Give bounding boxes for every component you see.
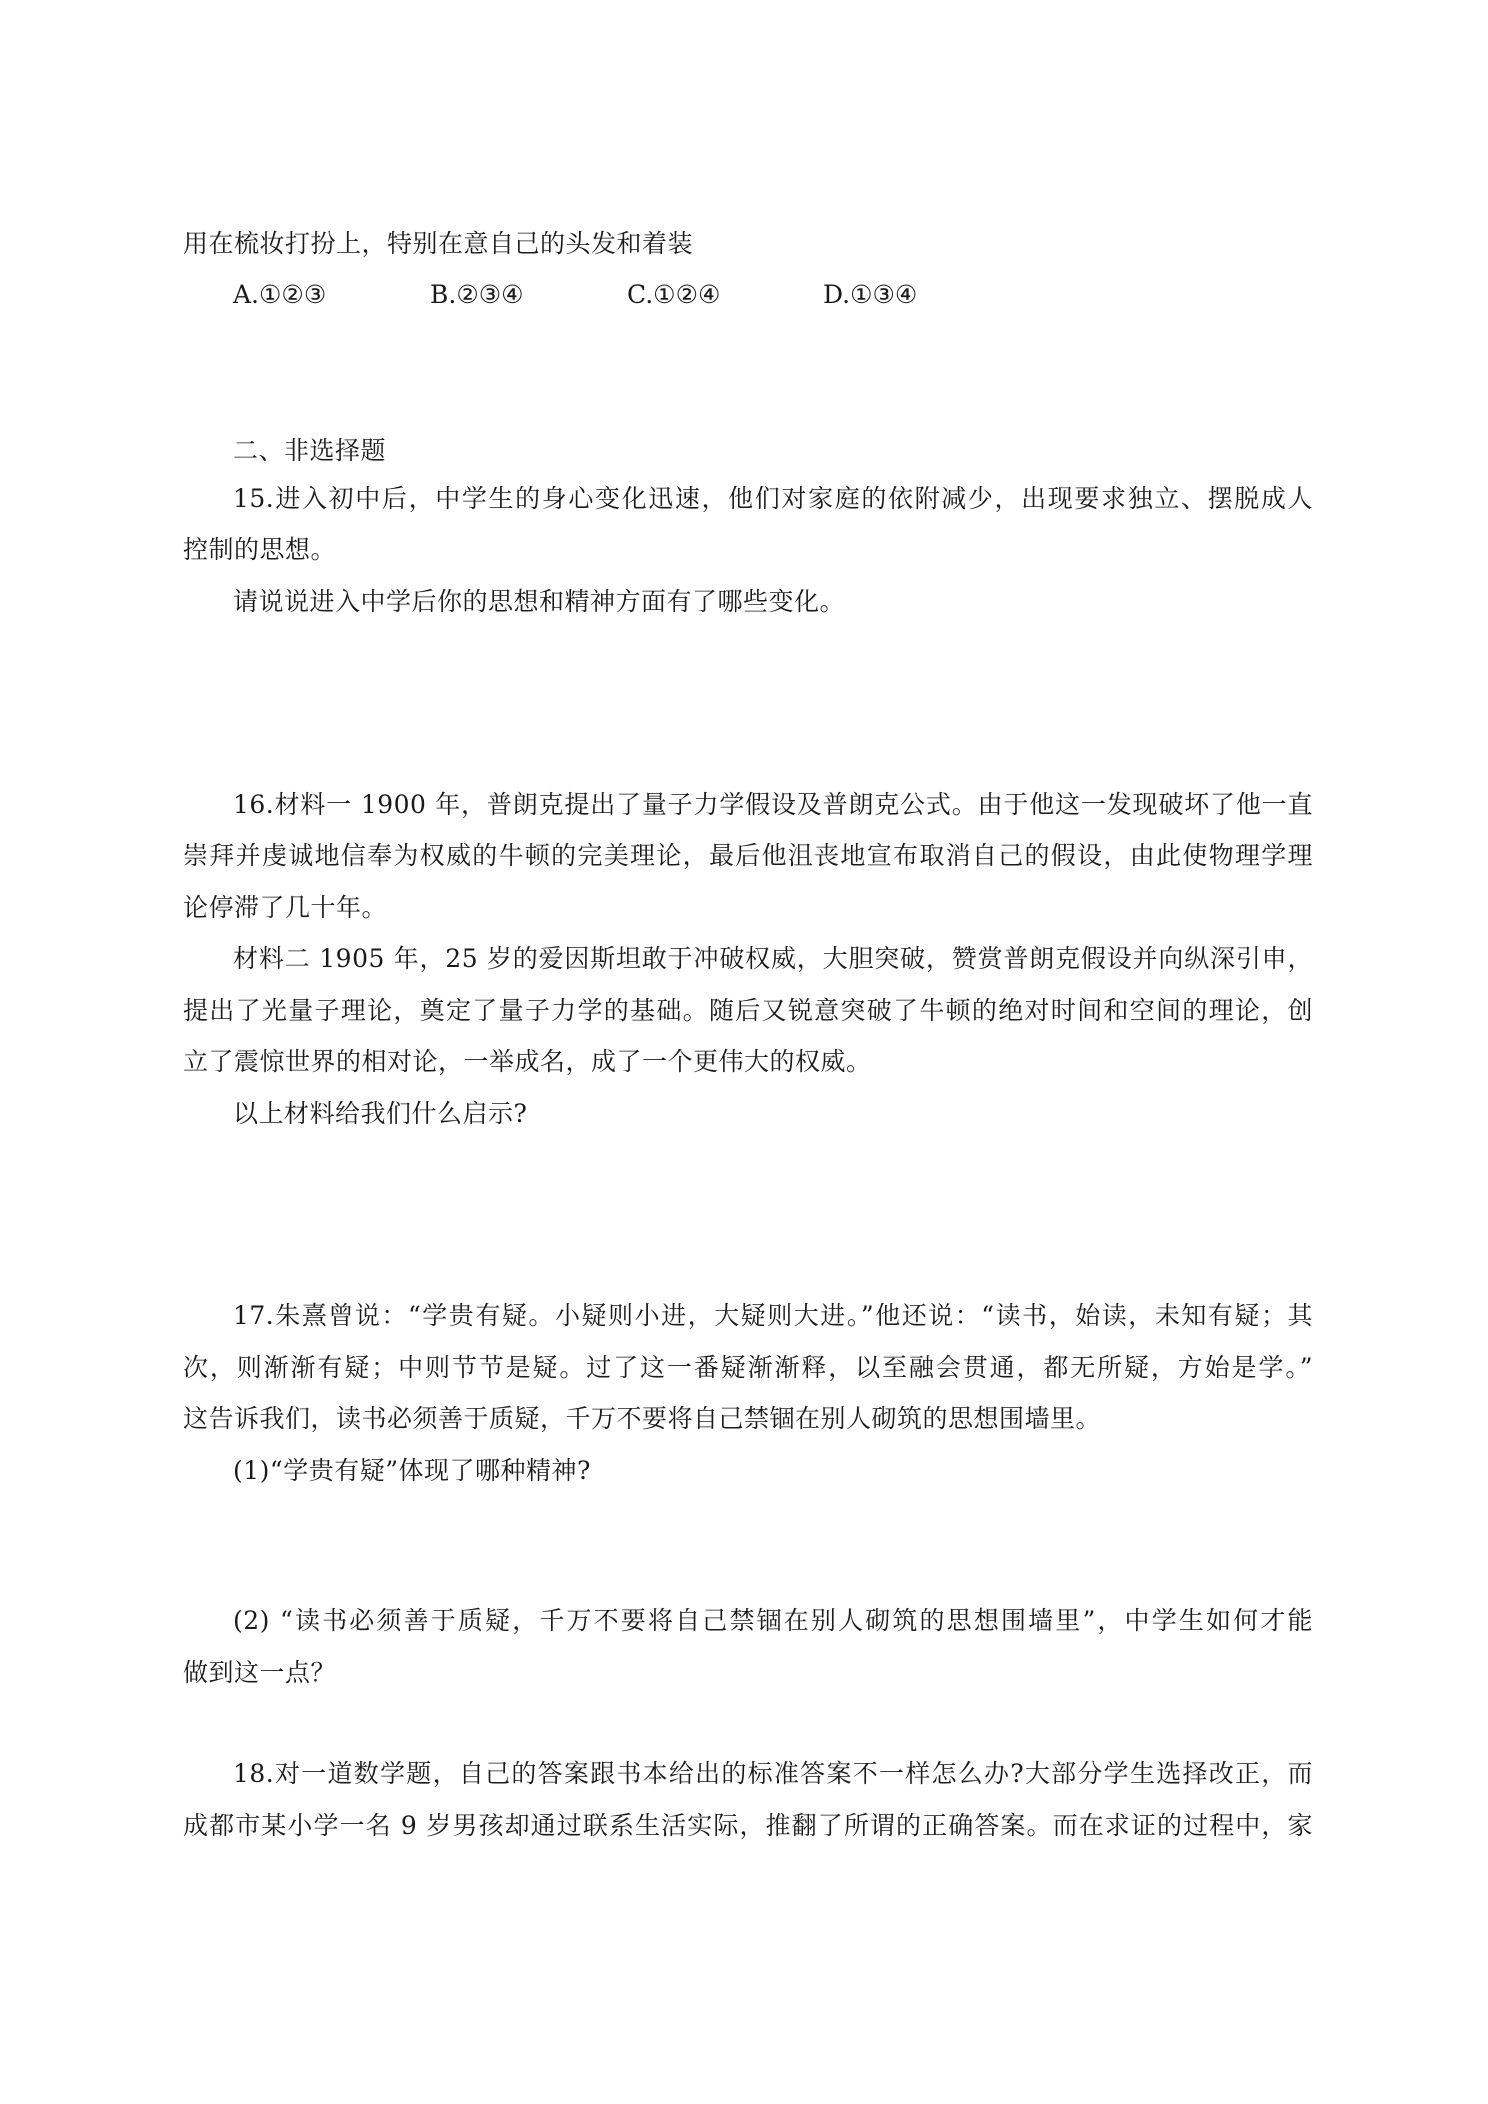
q16-material2-line-3: 立了震惊世界的相对论，一举成名，成了一个更伟大的权威。 <box>183 1047 872 1076</box>
q14-stem-tail: 用在梳妆打扮上，特别在意自己的头发和着装 <box>183 229 694 258</box>
q16-material2-line-2: 提出了光量子理论，奠定了量子力学的基础。随后又锐意突破了牛顿的绝对时间和空间的理论，创 <box>183 996 1313 1025</box>
q14-option-d: D.①③④ <box>823 280 918 309</box>
q16-material1-line-3: 论停滞了几十年。 <box>183 893 388 922</box>
q18-stem-line-1: 18.对一道数学题，自己的答案跟书本给出的标准答案不一样怎么办?大部分学生选择改正，而 <box>233 1759 1313 1788</box>
q15-stem-line-1: 15.进入初中后，中学生的身心变化迅速，他们对家庭的依附减少，出现要求独立、摆脱成人 <box>233 484 1313 513</box>
q14-option-b: B.②③④ <box>430 280 524 309</box>
q18-stem-line-2: 成都市某小学一名 9 岁男孩却通过联系生活实际，推翻了所谓的正确答案。而在求证的过程中，家 <box>183 1811 1313 1840</box>
q17-subquestion-1: (1)“学贵有疑”体现了哪种精神? <box>233 1456 591 1485</box>
section-heading-non-choice: 二、非选择题 <box>233 436 387 465</box>
q14-option-c: C.①②④ <box>627 280 721 309</box>
q17-stem-line-3: 这告诉我们，读书必须善于质疑，千万不要将自己禁锢在别人砌筑的思想围墙里。 <box>183 1404 1102 1433</box>
q16-material1-line-1: 16.材料一 1900 年，普朗克提出了量子力学假设及普朗克公式。由于他这一发现破坏了他一直 <box>233 790 1313 819</box>
q17-subquestion-2-line-2: 做到这一点？ <box>183 1658 337 1687</box>
q16-material1-line-2: 崇拜并虔诚地信奉为权威的牛顿的完美理论，最后他沮丧地宣布取消自己的假设，由此使物理学理 <box>183 841 1313 870</box>
q17-stem-line-2: 次，则渐渐有疑；中则节节是疑。过了这一番疑渐渐释，以至融会贯通，都无所疑，方始是学。” <box>183 1353 1313 1382</box>
q16-material2-line-1: 材料二 1905 年，25 岁的爱因斯坦敢于冲破权威，大胆突破，赞赏普朗克假设并向纵深引申， <box>233 944 1313 973</box>
q17-subquestion-2-line-1: (2) “读书必须善于质疑，千万不要将自己禁锢在别人砌筑的思想围墙里”，中学生如何才能 <box>233 1606 1313 1635</box>
q14-option-a: A.①②③ <box>233 280 327 309</box>
q16-prompt: 以上材料给我们什么启示? <box>233 1099 528 1128</box>
q15-stem-line-2: 控制的思想。 <box>183 535 337 564</box>
q15-prompt: 请说说进入中学后你的思想和精神方面有了哪些变化。 <box>233 587 846 616</box>
q17-stem-line-1: 17.朱熹曾说：“学贵有疑。小疑则小进，大疑则大进。”他还说：“读书，始读，未知有疑；其 <box>233 1301 1313 1330</box>
